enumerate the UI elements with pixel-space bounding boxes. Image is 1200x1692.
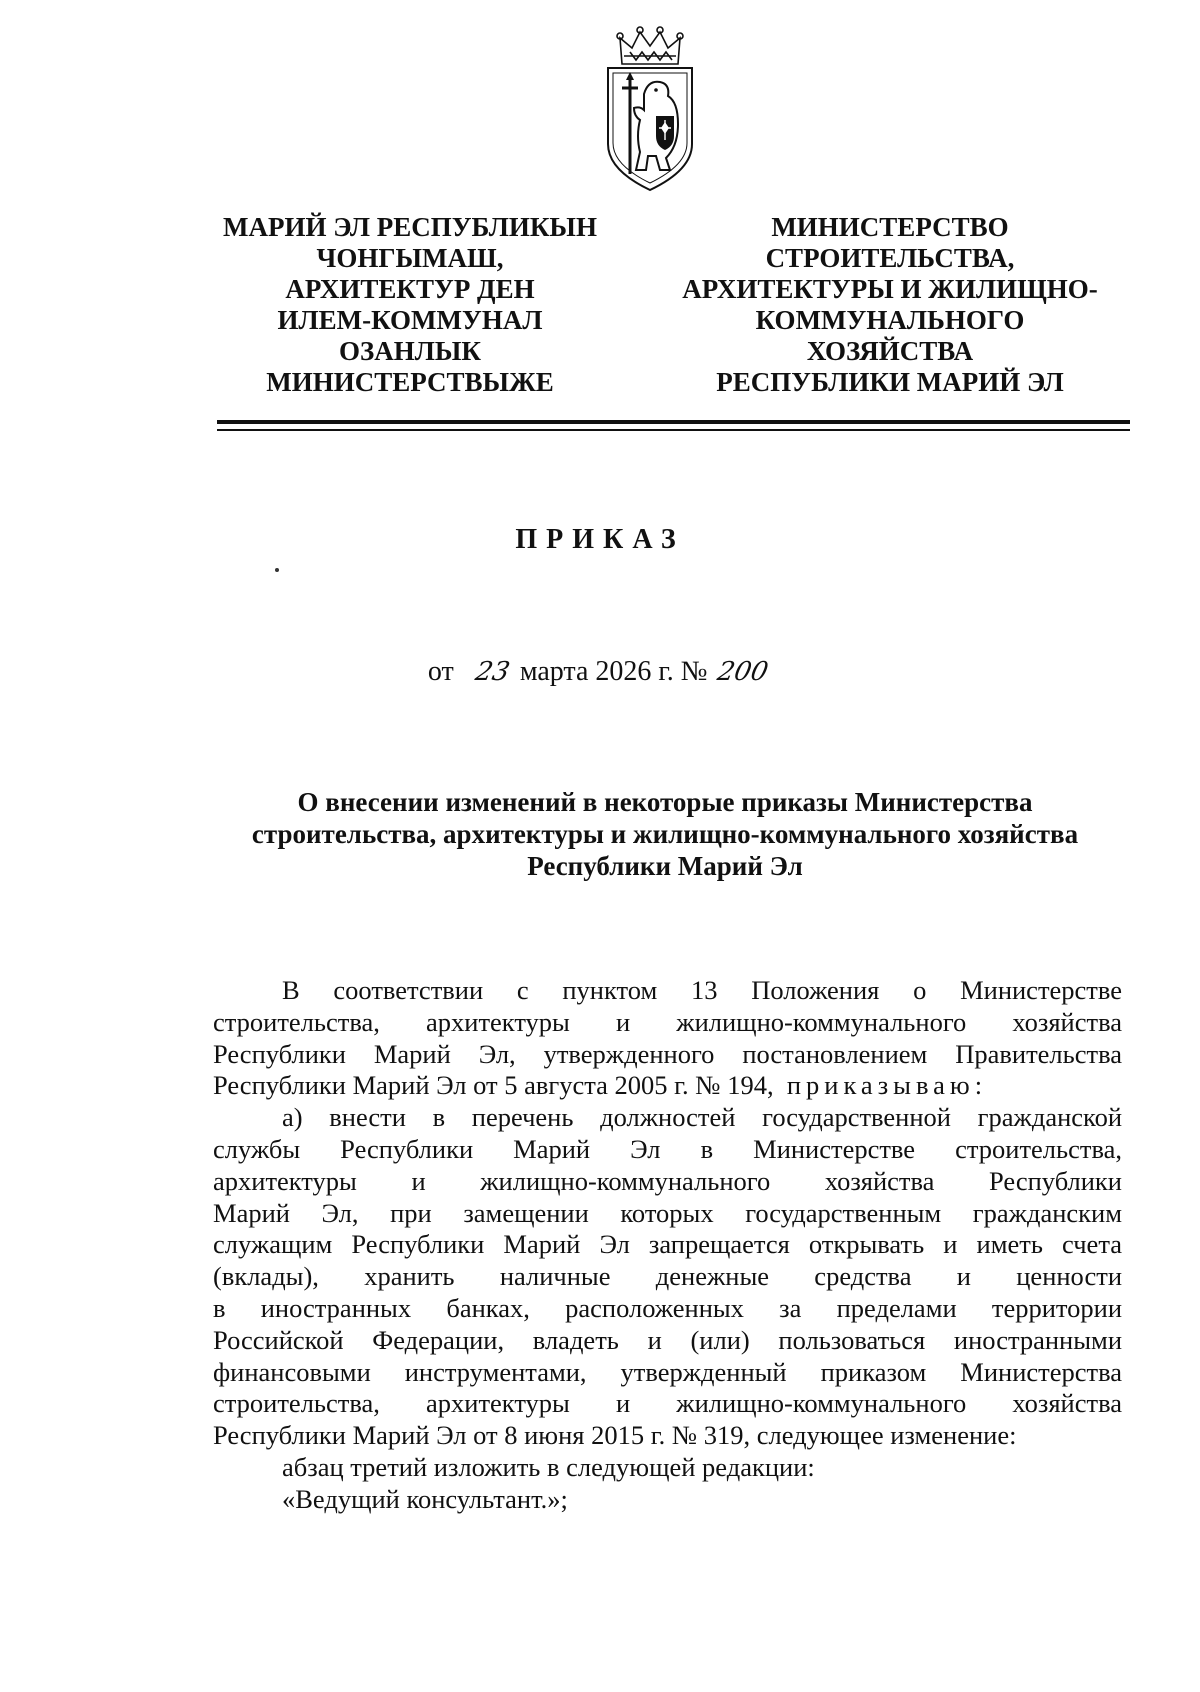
header-right-line: АРХИТЕКТУРЫ И ЖИЛИЩНО- xyxy=(682,274,1098,304)
order-title: ПРИКАЗ xyxy=(515,524,685,555)
header-right-russian xyxy=(650,212,1130,398)
date-prefix: от xyxy=(427,656,454,687)
header-right-line: ХОЗЯЙСТВА xyxy=(806,336,974,366)
header-left-line: ОЗАНЛЫК xyxy=(339,336,481,366)
body-line: в иностранных банках, расположенных за пределами территории xyxy=(213,1292,1122,1323)
operative-word: приказываю: xyxy=(786,1070,988,1101)
header-right-line: КОММУНАЛЬНОГО xyxy=(755,305,1025,335)
order-subject xyxy=(210,786,1120,882)
body-line: службы Республики Марий Эл в Министерстве строительства, xyxy=(213,1133,1122,1164)
header-right-line: РЕСПУБЛИКИ МАРИЙ ЭЛ xyxy=(716,367,1064,397)
subject-line: строительства, архитектуры и жилищно-коммунального хозяйства xyxy=(251,819,1079,849)
handwritten-order-number: 200 xyxy=(715,657,772,687)
header-left-line: АРХИТЕКТУР ДЕН xyxy=(285,274,535,304)
body-line: «Ведущий консультант.»; xyxy=(282,1483,568,1514)
header-left-line: ЧОНГЫМАШ, xyxy=(316,243,504,273)
body-line xyxy=(213,1070,1122,1102)
subject-line: О внесении изменений в некоторые приказы Министерства xyxy=(297,787,1033,817)
body-line: абзац третий изложить в следующей редакции: xyxy=(282,1451,815,1482)
coat-of-arms-emblem xyxy=(600,24,700,194)
header-left-mari xyxy=(195,212,625,398)
body-line: Российской Федерации, владеть и (или) пользоваться иностранными xyxy=(213,1324,1122,1355)
body-line: строительства, архитектуры и жилищно-коммунального хозяйства xyxy=(213,1388,1122,1419)
header-left-line: МИНИСТЕРСТВЫЖЕ xyxy=(266,367,554,397)
order-dateline xyxy=(0,656,1200,688)
header-divider-thin xyxy=(217,429,1130,431)
body-line: финансовыми инструментами, утвержденный приказом Министерства xyxy=(213,1356,1122,1387)
handwritten-day: 23 xyxy=(472,657,513,687)
scan-speck xyxy=(275,568,279,572)
header-right-line: МИНИСТЕРСТВО xyxy=(771,212,1009,242)
body-line: Республики Марий Эл, утвержденного постановлением Правительства xyxy=(213,1038,1122,1069)
body-line: а) внести в перечень должностей государственной гражданской xyxy=(282,1102,1122,1133)
body-line: строительства, архитектуры и жилищно-коммунального хозяйства xyxy=(213,1006,1122,1037)
header-right-line: СТРОИТЕЛЬСТВА, xyxy=(765,243,1015,273)
body-line: (вклады), хранить наличные денежные средства и ценности xyxy=(213,1261,1122,1292)
body-line: Марий Эл, при замещении которых государственным гражданским xyxy=(213,1197,1122,1228)
header-divider-thick xyxy=(217,420,1130,424)
body-line: служащим Республики Марий Эл запрещается открывать и иметь счета xyxy=(213,1229,1122,1260)
header-left-line: ИЛЕМ-КОММУНАЛ xyxy=(277,305,543,335)
body-line: В соответствии с пунктом 13 Положения о Министерстве xyxy=(282,975,1122,1005)
body-line: архитектуры и жилищно-коммунального хозяйства Республики xyxy=(213,1165,1122,1196)
subject-line: Республики Марий Эл xyxy=(527,851,803,881)
header-left-line: МАРИЙ ЭЛ РЕСПУБЛИКЫН xyxy=(223,212,597,242)
date-month-year: марта 2026 г. № xyxy=(519,656,708,687)
body-line: Республики Марий Эл от 8 июня 2015 г. № 319, следующее изменение: xyxy=(213,1420,1017,1451)
body-text: Республики Марий Эл от 5 августа 2005 г. № 194, xyxy=(213,1070,774,1101)
order-body xyxy=(213,975,1122,1516)
